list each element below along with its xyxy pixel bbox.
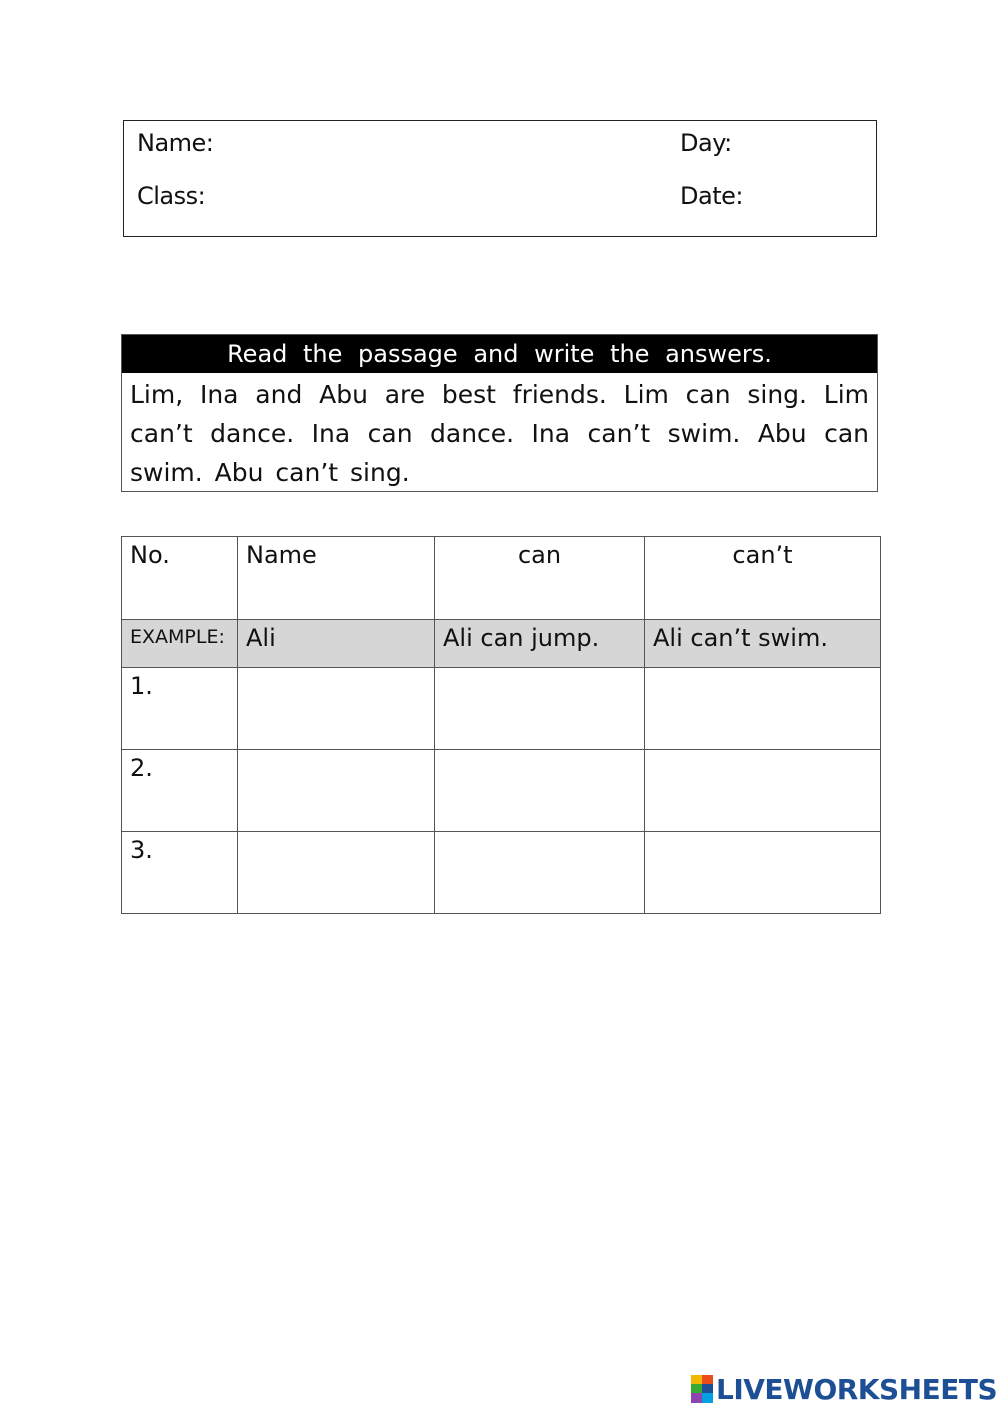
logo-block — [702, 1375, 713, 1384]
example-row — [122, 620, 881, 668]
logo-block — [702, 1384, 713, 1393]
student-info-box — [123, 120, 877, 237]
class-label: Class: — [137, 182, 206, 210]
row-number: 1. — [122, 668, 238, 750]
header-cant: can’t — [645, 537, 881, 620]
header-can: can — [435, 537, 645, 620]
logo-block — [691, 1375, 702, 1384]
passage-instruction: Read the passage and write the answers. — [122, 335, 877, 373]
liveworksheets-logo-text: LIVEWORKSHEETS — [716, 1372, 998, 1406]
table-row — [122, 832, 881, 914]
table-row — [122, 750, 881, 832]
header-name: Name — [238, 537, 435, 620]
example-cant: Ali can’t swim. — [645, 620, 881, 668]
answer-can-cell[interactable] — [435, 832, 645, 914]
table-header-row — [122, 537, 881, 620]
logo-block — [691, 1393, 702, 1403]
example-name: Ali — [238, 620, 435, 668]
liveworksheets-logo-icon — [691, 1375, 713, 1403]
logo-block — [691, 1384, 702, 1393]
answer-name-cell[interactable] — [238, 668, 435, 750]
example-can: Ali can jump. — [435, 620, 645, 668]
example-label: EXAMPLE: — [122, 620, 238, 668]
date-label: Date: — [680, 182, 743, 210]
day-label: Day: — [680, 129, 732, 157]
logo-block — [702, 1393, 713, 1403]
answer-cant-cell[interactable] — [645, 668, 881, 750]
row-number: 2. — [122, 750, 238, 832]
liveworksheets-logo — [691, 1372, 997, 1406]
answer-name-cell[interactable] — [238, 750, 435, 832]
answer-cant-cell[interactable] — [645, 832, 881, 914]
answer-can-cell[interactable] — [435, 750, 645, 832]
name-label: Name: — [137, 129, 214, 157]
passage-text: Lim, Ina and Abu are best friends. Lim can sing. Lim can’t dance. Ina can dance. Ina can’t swim. Abu can swim. Abu can’t sing. — [130, 380, 869, 487]
answer-table — [121, 536, 881, 914]
answer-cant-cell[interactable] — [645, 750, 881, 832]
reading-passage — [121, 334, 878, 492]
answer-can-cell[interactable] — [435, 668, 645, 750]
answer-name-cell[interactable] — [238, 832, 435, 914]
row-number: 3. — [122, 832, 238, 914]
table-row — [122, 668, 881, 750]
header-no: No. — [122, 537, 238, 620]
